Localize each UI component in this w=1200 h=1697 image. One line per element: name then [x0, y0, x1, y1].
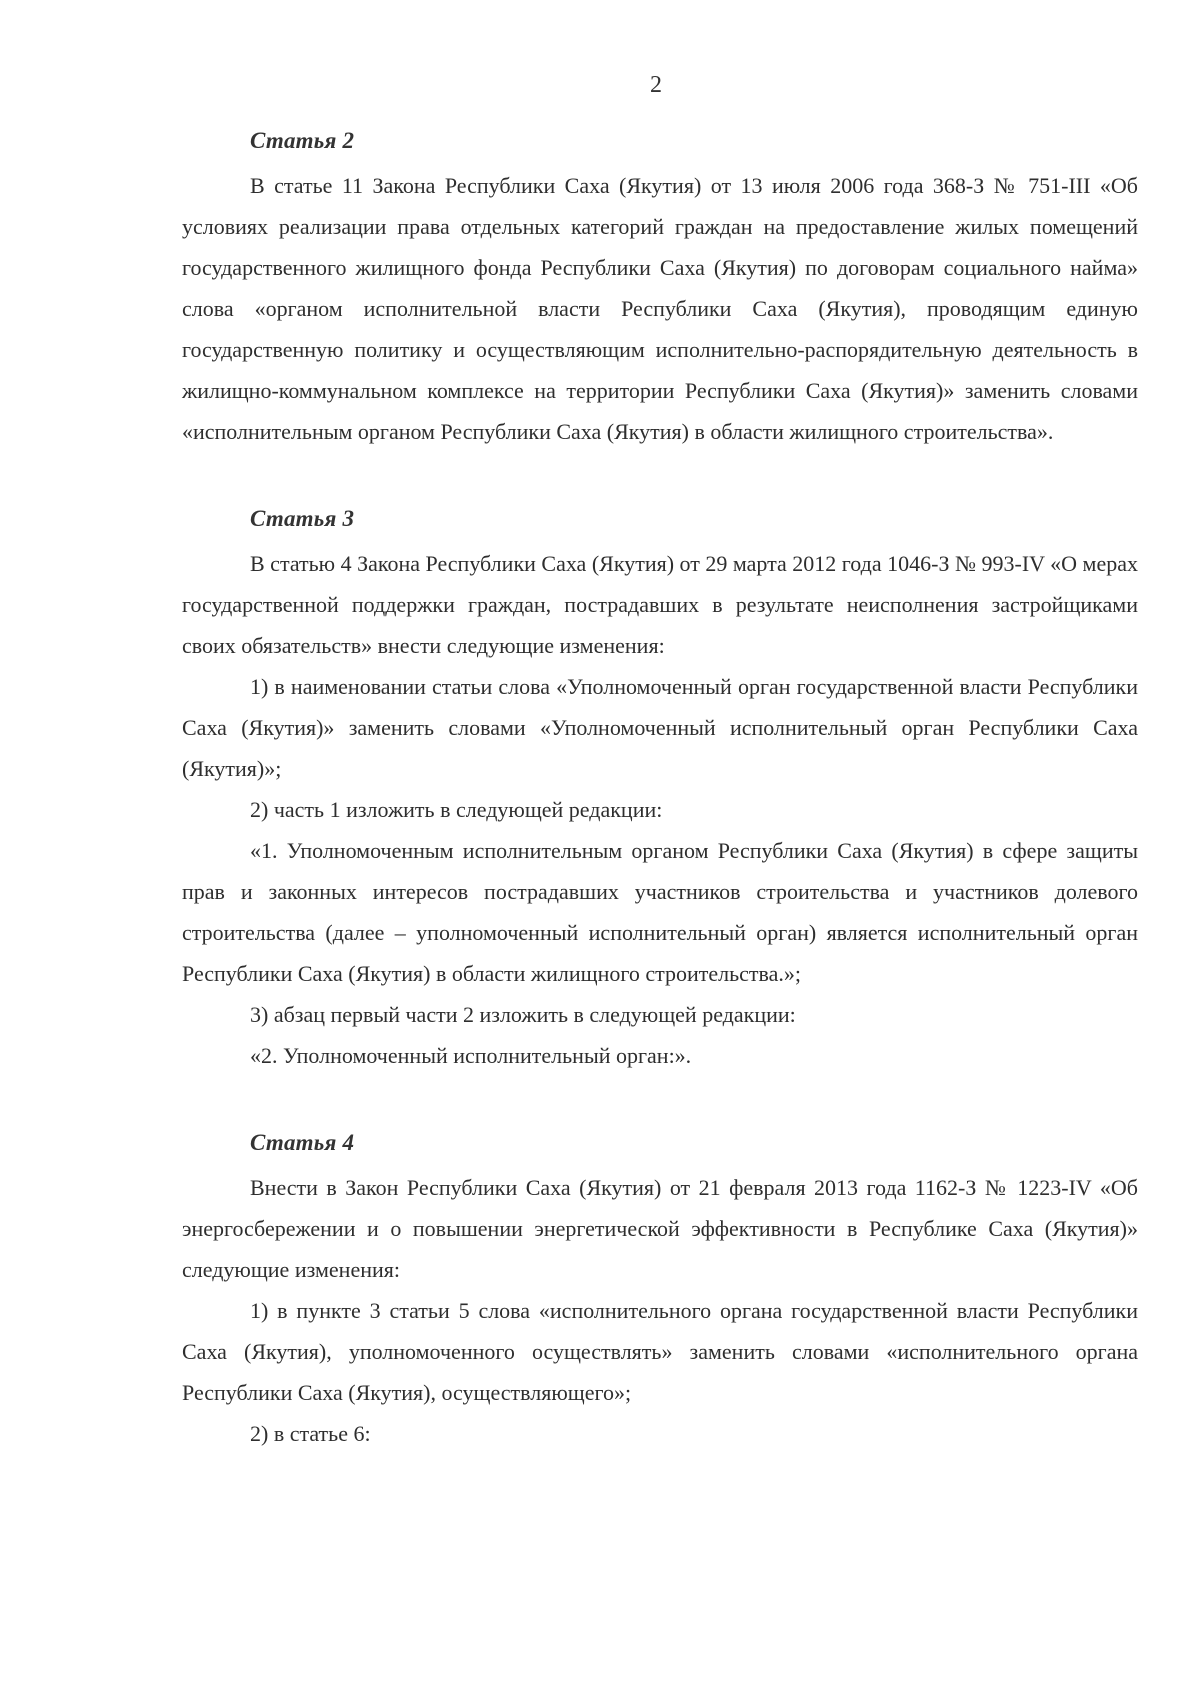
paragraph: «1. Уполномоченным исполнительным органом Республики Саха (Якутия) в сфере защиты прав и законных интересов пострадавших участников строительства и участников долевого строительства (далее – уполномоченный исполнительный орган) является исполнительный орган Республики Саха (Якутия) в области жилищного строительства.»; — [182, 838, 1138, 986]
article-4 — [182, 1128, 1138, 1454]
article-3 — [182, 504, 1138, 1076]
paragraph: 1) в наименовании статьи слова «Уполномоченный орган государственной власти Республики Саха (Якутия)» заменить словами «Уполномоченный исполнительный орган Республики Саха (Якутия)»; — [182, 674, 1138, 781]
article-heading: Статья 4 — [250, 1130, 355, 1155]
paragraph: 2) в статье 6: — [250, 1421, 371, 1446]
article-heading: Статья 2 — [250, 128, 355, 153]
paragraph: В статью 4 Закона Республики Саха (Якутия) от 29 марта 2012 года 1046-З № 993-IV «О мерах государственной поддержки граждан, пострадавших в результате неисполнения застройщиками своих обязательств» внести следующие изменения: — [182, 551, 1138, 658]
article-2 — [182, 126, 1138, 452]
paragraph: 1) в пункте 3 статьи 5 слова «исполнительного органа государственной власти Республики Саха (Якутия), уполномоченного осуществлять» заменить словами «исполнительного органа Республики Саха (Якутия), осуществляющего»; — [182, 1298, 1138, 1405]
paragraph: 2) часть 1 изложить в следующей редакции: — [250, 797, 663, 822]
paragraph: «2. Уполномоченный исполнительный орган:». — [250, 1043, 692, 1068]
article-heading: Статья 3 — [250, 506, 355, 531]
paragraph: В статье 11 Закона Республики Саха (Якутия) от 13 июля 2006 года 368-З № 751-III «Об условиях реализации права отдельных категорий граждан на предоставление жилых помещений государственного жилищного фонда Республики Саха (Якутия) по договорам социального найма» слова «органом исполнительной власти Республики Саха (Якутия), проводящим единую государственную политику и осуществляющим исполнительно-распорядительную деятельность в жилищно-коммунальном комплексе на территории Республики Саха (Якутия)» заменить словами «исполнительным органом Республики Саха (Якутия) в области жилищного строительства». — [182, 173, 1138, 444]
paragraph: Внести в Закон Республики Саха (Якутия) от 21 февраля 2013 года 1162-З № 1223-IV «Об энергосбережении и о повышении энергетической эффективности в Республике Саха (Якутия)» следующие изменения: — [182, 1175, 1138, 1282]
paragraph: 3) абзац первый части 2 изложить в следующей редакции: — [250, 1002, 796, 1027]
document-body — [182, 126, 1138, 1506]
page-number: 2 — [650, 72, 662, 98]
